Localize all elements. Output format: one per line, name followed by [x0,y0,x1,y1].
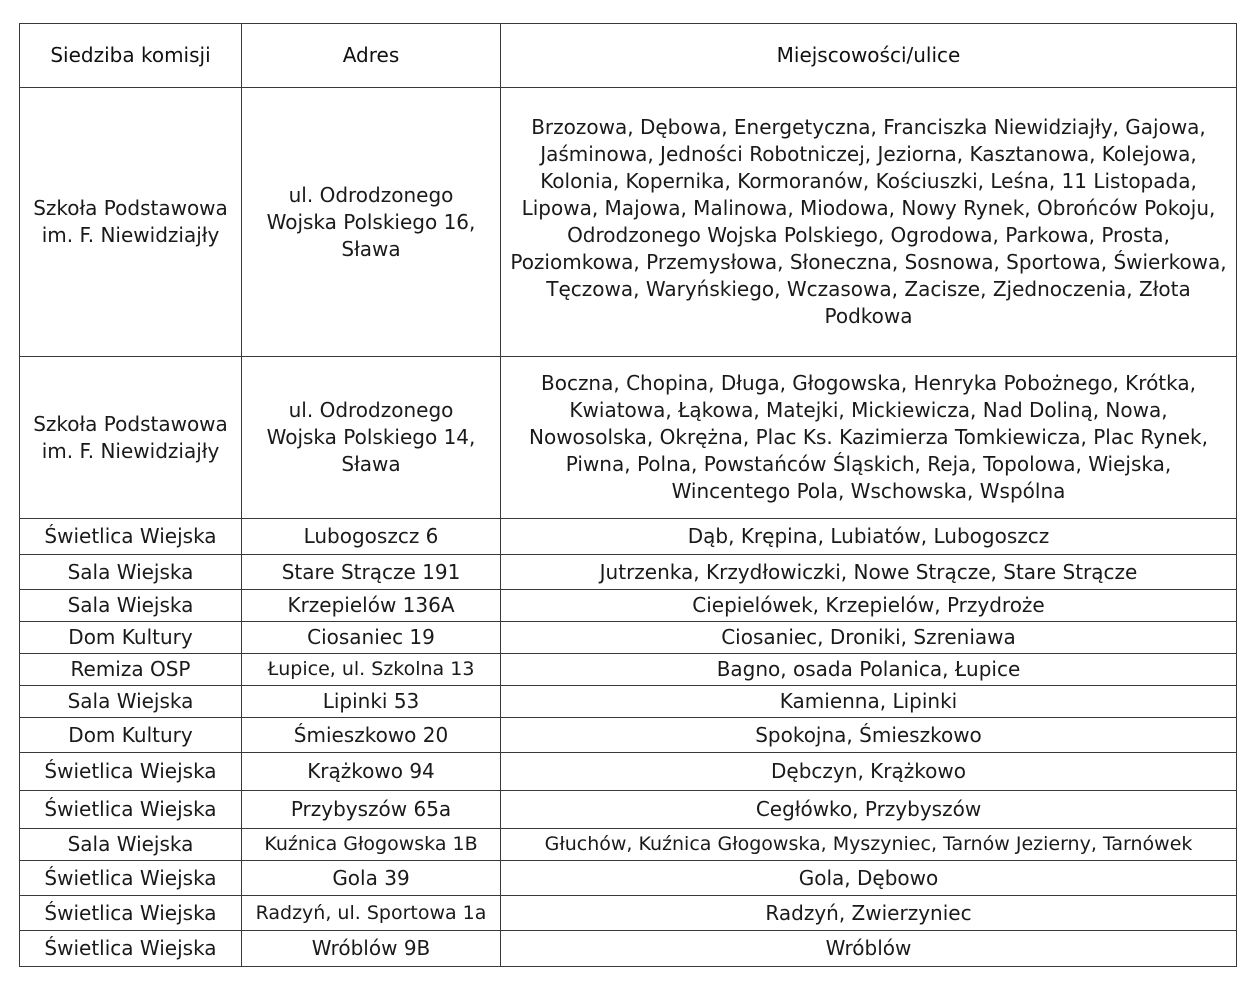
localities-cell: Cegłówko, Przybyszów [501,791,1237,829]
seat-cell: Sala Wiejska [20,829,242,861]
seat-cell: Świetlica Wiejska [20,896,242,931]
address-cell: ul. Odrodzonego Wojska Polskiego 16, Sława [242,88,501,357]
localities-cell: Dębczyn, Krążkowo [501,753,1237,791]
table-row [20,791,1237,829]
localities-cell: Bagno, osada Polanica, Łupice [501,654,1237,686]
table-row [20,931,1237,967]
address-cell: Wróblów 9B [242,931,501,967]
address-cell: Krążkowo 94 [242,753,501,791]
table-row [20,896,1237,931]
localities-cell: Radzyń, Zwierzyniec [501,896,1237,931]
seat-cell: Dom Kultury [20,718,242,753]
seat-cell: Remiza OSP [20,654,242,686]
address-cell: ul. Odrodzonego Wojska Polskiego 14, Sława [242,357,501,519]
header-row [20,24,1237,88]
header-address: Adres [242,24,501,88]
table-row [20,829,1237,861]
seat-cell: Świetlica Wiejska [20,791,242,829]
seat-cell: Sala Wiejska [20,555,242,590]
seat-cell: Świetlica Wiejska [20,753,242,791]
header-seat: Siedziba komisji [20,24,242,88]
address-cell: Śmieszkowo 20 [242,718,501,753]
table-row [20,654,1237,686]
localities-cell: Ciosaniec, Droniki, Szreniawa [501,622,1237,654]
table-row [20,753,1237,791]
seat-cell: Świetlica Wiejska [20,931,242,967]
committees-table [19,23,1237,967]
seat-cell: Świetlica Wiejska [20,861,242,896]
address-cell: Ciosaniec 19 [242,622,501,654]
table-row [20,861,1237,896]
seat-cell: Szkoła Podstawowa im. F. Niewidziajły [20,357,242,519]
localities-cell: Boczna, Chopina, Długa, Głogowska, Henryka Pobożnego, Krótka, Kwiatowa, Łąkowa, Matejki, Mickiewicza, Nad Doliną, Nowa, Nowosolska, Okrężna, Plac Ks. Kazimierza Tomkiewicza, Plac Rynek, Piwna, Polna, Powstańców Śląskich, Reja, Topolowa, Wiejska, Wincentego Pola, Wschowska, Wspólna [501,357,1237,519]
localities-cell: Gola, Dębowo [501,861,1237,896]
localities-cell: Kamienna, Lipinki [501,686,1237,718]
header-localities: Miejscowości/ulice [501,24,1237,88]
localities-cell: Wróblów [501,931,1237,967]
localities-cell: Ciepielówek, Krzepielów, Przydroże [501,590,1237,622]
localities-cell: Brzozowa, Dębowa, Energetyczna, Franciszka Niewidziajły, Gajowa, Jaśminowa, Jedności Robotniczej, Jeziorna, Kasztanowa, Kolejowa, Kolonia, Kopernika, Kormoranów, Kościuszki, Leśna, 11 Listopada, Lipowa, Majowa, Malinowa, Miodowa, Nowy Rynek, Obrońców Pokoju, Odrodzonego Wojska Polskiego, Ogrodowa, Parkowa, Prosta, Poziomkowa, Przemysłowa, Słoneczna, Sosnowa, Sportowa, Świerkowa, Tęczowa, Waryńskiego, Wczasowa, Zacisze, Zjednoczenia, Złota Podkowa [501,88,1237,357]
localities-cell: Jutrzenka, Krzydłowiczki, Nowe Strącze, Stare Strącze [501,555,1237,590]
address-cell: Stare Strącze 191 [242,555,501,590]
table-row [20,590,1237,622]
localities-cell: Głuchów, Kuźnica Głogowska, Myszyniec, Tarnów Jezierny, Tarnówek [501,829,1237,861]
address-cell: Lipinki 53 [242,686,501,718]
address-cell: Lubogoszcz 6 [242,519,501,555]
seat-cell: Sala Wiejska [20,590,242,622]
table-row [20,718,1237,753]
address-cell: Kuźnica Głogowska 1B [242,829,501,861]
address-cell: Gola 39 [242,861,501,896]
localities-cell: Spokojna, Śmieszkowo [501,718,1237,753]
table-row [20,519,1237,555]
address-cell: Przybyszów 65a [242,791,501,829]
table-row [20,357,1237,519]
localities-cell: Dąb, Krępina, Lubiatów, Lubogoszcz [501,519,1237,555]
address-cell: Radzyń, ul. Sportowa 1a [242,896,501,931]
table-row [20,88,1237,357]
address-cell: Krzepielów 136A [242,590,501,622]
table-row [20,622,1237,654]
seat-cell: Dom Kultury [20,622,242,654]
seat-cell: Szkoła Podstawowa im. F. Niewidziajły [20,88,242,357]
seat-cell: Sala Wiejska [20,686,242,718]
table-row [20,686,1237,718]
address-cell: Łupice, ul. Szkolna 13 [242,654,501,686]
table-row [20,555,1237,590]
seat-cell: Świetlica Wiejska [20,519,242,555]
